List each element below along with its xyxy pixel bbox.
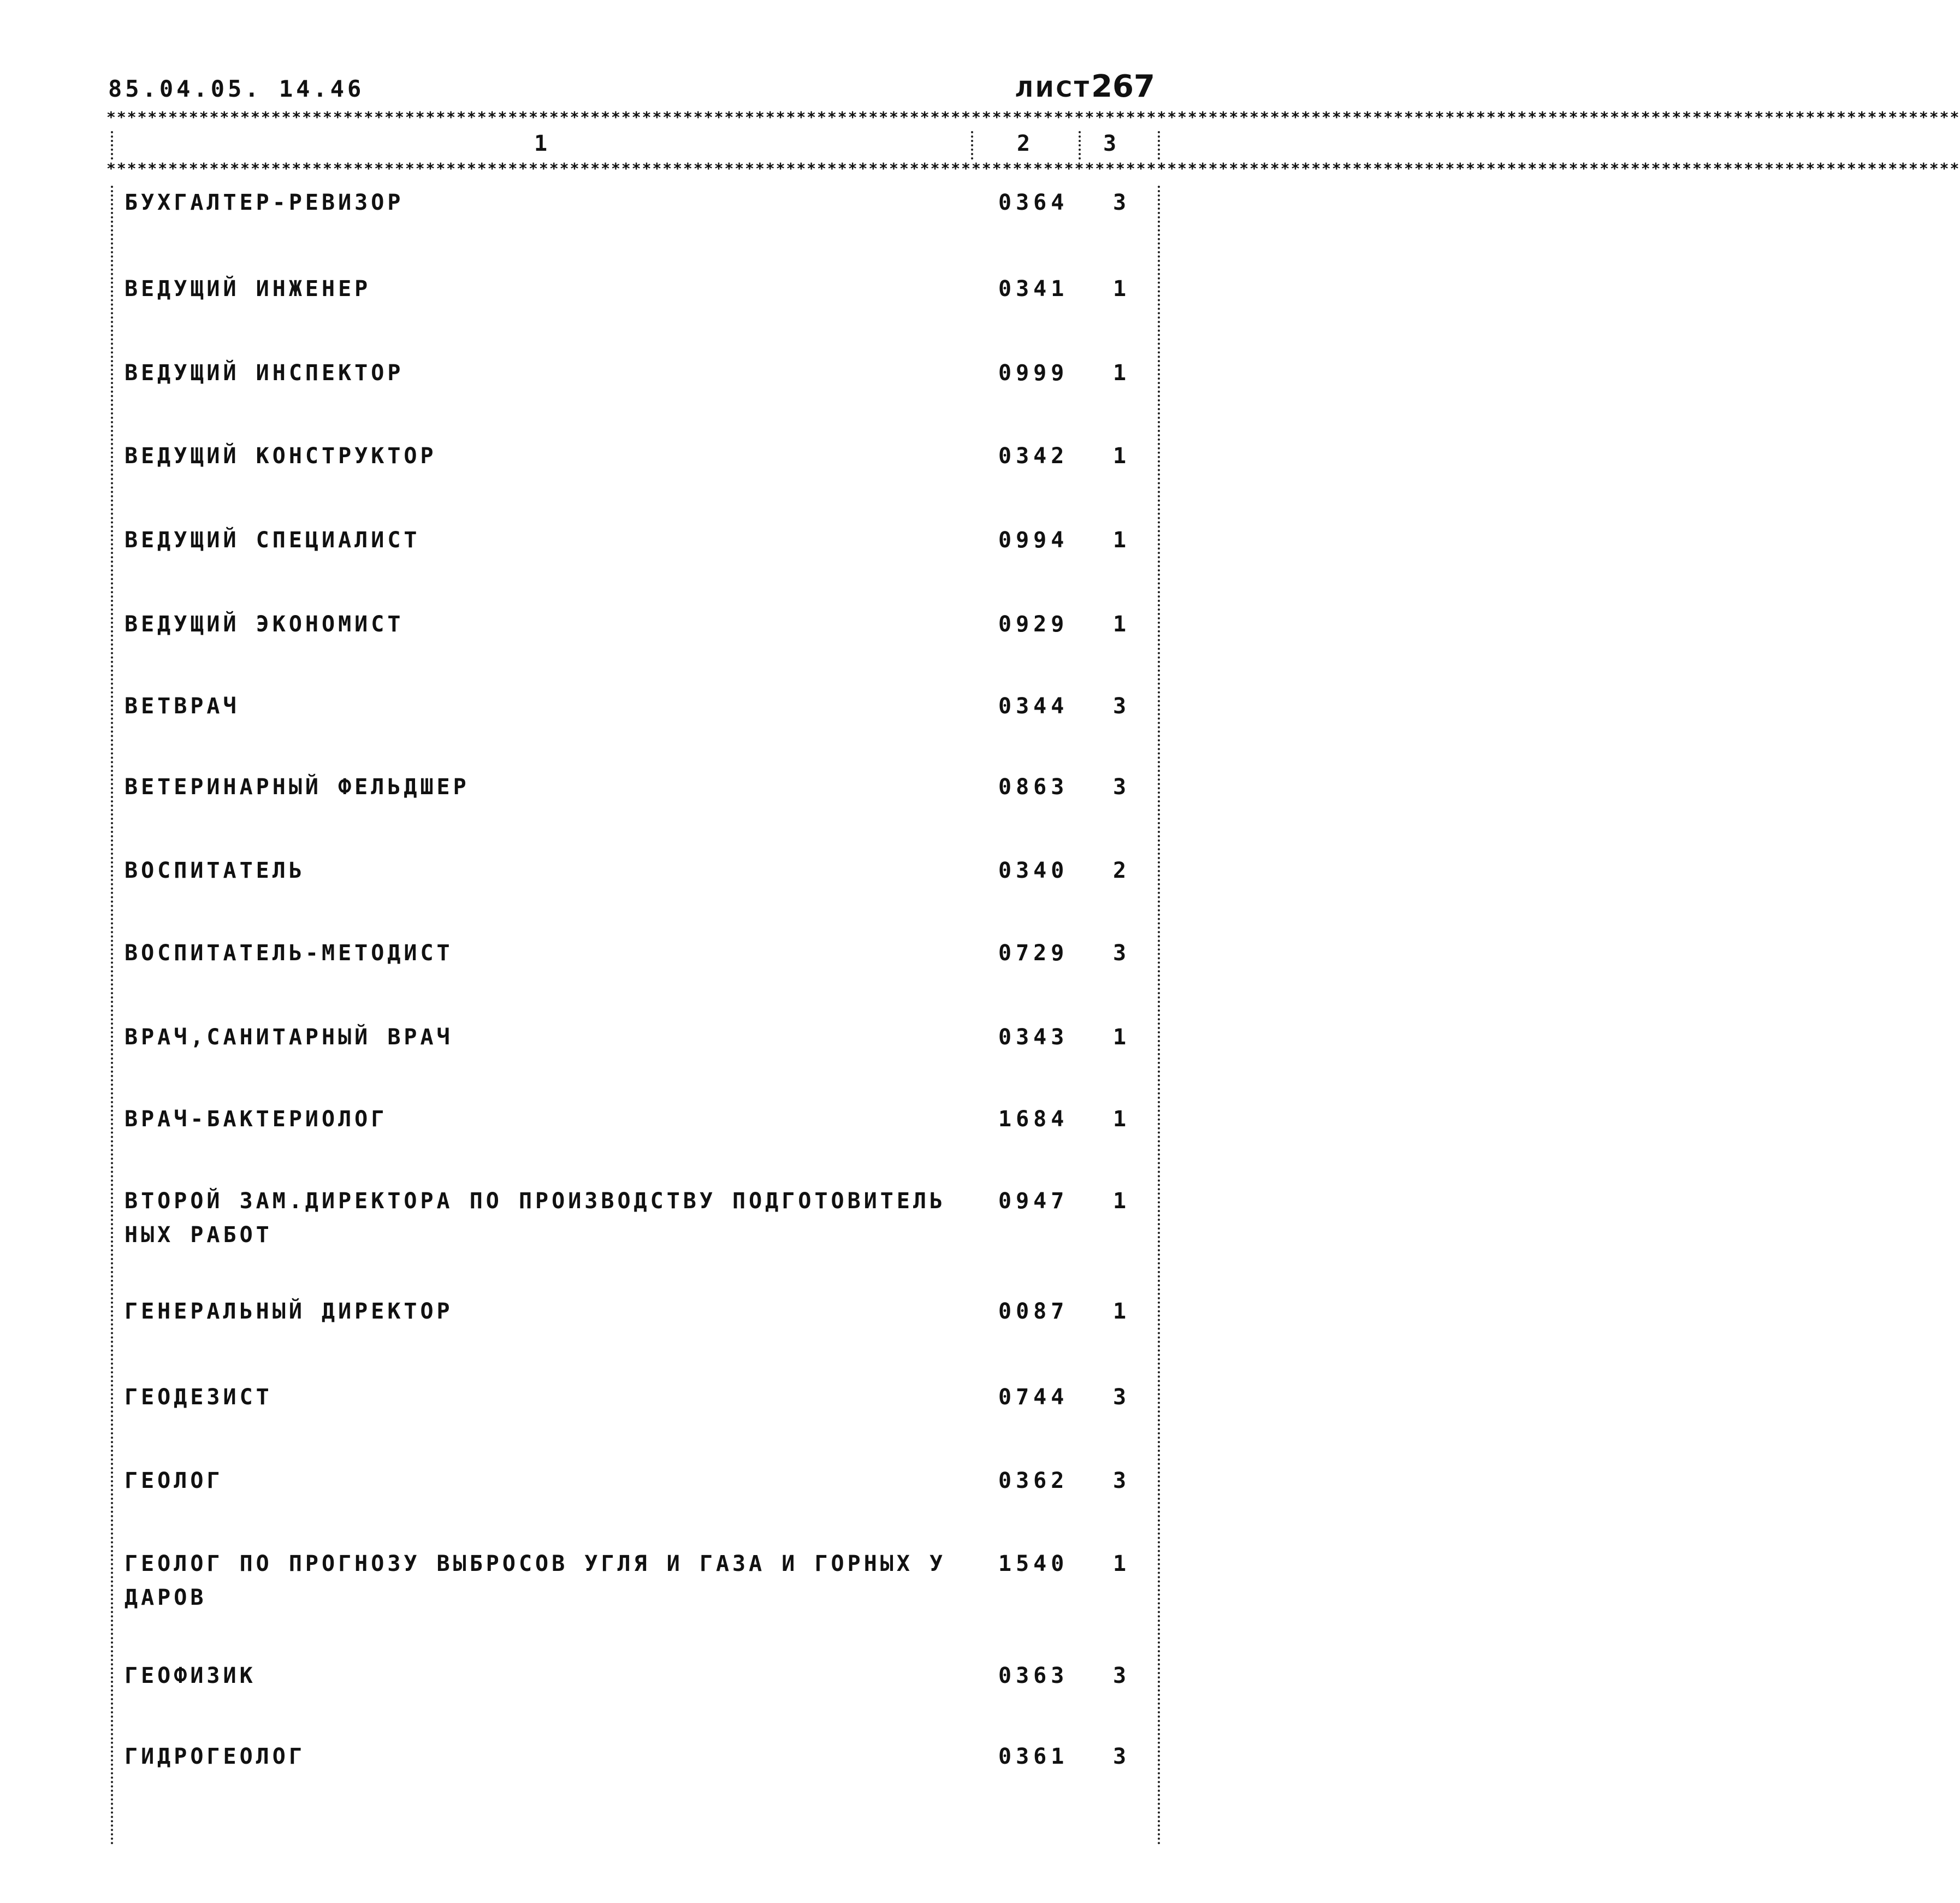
occupation-name: ГЕОЛОГ ПО ПРОГНОЗУ ВЫБРОСОВ УГЛЯ И ГАЗА И ГОРНЫХ У ДАРОВ — [125, 1551, 946, 1610]
sheet-label-group — [1015, 69, 1155, 104]
occupation-category: 1 — [1113, 1025, 1127, 1050]
sheet-label: ЛИСТ — [1015, 77, 1092, 102]
occupation-code: 0363 — [998, 1663, 1069, 1688]
occupation-name: БУХГАЛТЕР-РЕВИЗОР — [125, 190, 404, 215]
occupation-category: 3 — [1113, 190, 1127, 215]
occupation-category: 3 — [1113, 1468, 1127, 1493]
occupation-name: ВЕДУЩИЙ ИНЖЕНЕР — [125, 276, 371, 302]
occupation-code: 0994 — [998, 528, 1069, 553]
occupation-category: 1 — [1113, 1107, 1127, 1132]
occupation-category: 3 — [1113, 694, 1127, 719]
occupation-name: ВЕДУЩИЙ КОНСТРУКТОР — [125, 444, 437, 469]
occupation-category: 1 — [1113, 528, 1127, 553]
asterisk-divider-header: ************************************************************************************************************************************************************************************ — [106, 159, 1960, 178]
occupation-category: 3 — [1113, 1663, 1127, 1688]
column-header-3: 3 — [1103, 131, 1117, 156]
occupation-category: 1 — [1113, 360, 1127, 386]
occupation-name: ГЕОДЕЗИСТ — [125, 1385, 273, 1410]
occupation-category: 1 — [1113, 444, 1127, 469]
occupation-name: ВТОРОЙ ЗАМ.ДИРЕКТОРА ПО ПРОИЗВОДСТВУ ПОДГОТОВИТЕЛЬ НЫХ РАБОТ — [125, 1189, 946, 1248]
occupation-category: 3 — [1113, 1744, 1127, 1769]
occupation-name: ГЕОЛОГ — [125, 1468, 223, 1493]
table-border-right — [1158, 186, 1160, 1846]
occupation-code: 0344 — [998, 694, 1069, 719]
occupation-name: ВЕДУЩИЙ СПЕЦИАЛИСТ — [125, 528, 421, 553]
table-border-left — [111, 186, 113, 1846]
occupation-name: ВОСПИТАТЕЛЬ-МЕТОДИСТ — [125, 941, 453, 966]
print-timestamp: 85.04.05. 14.46 — [108, 75, 365, 102]
occupation-category: 3 — [1113, 775, 1127, 800]
header-separator-2 — [1079, 131, 1081, 159]
occupation-name: ВОСПИТАТЕЛЬ — [125, 858, 305, 883]
occupation-name: ГИДРОГЕОЛОГ — [125, 1744, 305, 1769]
occupation-category: 1 — [1113, 1551, 1127, 1576]
occupation-name: ГЕОФИЗИК — [125, 1663, 256, 1688]
header-border-left — [111, 131, 113, 159]
occupation-code: 0729 — [998, 941, 1069, 966]
occupation-category: 1 — [1113, 612, 1127, 637]
occupation-code: 0361 — [998, 1744, 1069, 1769]
occupation-code: 0362 — [998, 1468, 1069, 1493]
occupation-code: 0087 — [998, 1299, 1069, 1324]
occupation-category: 1 — [1113, 276, 1127, 302]
asterisk-divider-top: ************************************************************************************************************************************************************************************ — [106, 108, 1960, 126]
occupation-code: 0744 — [998, 1385, 1069, 1410]
occupation-code: 1684 — [998, 1107, 1069, 1132]
occupation-code: 0364 — [998, 190, 1069, 215]
occupation-category: 3 — [1113, 1385, 1127, 1410]
column-header-2: 2 — [1017, 131, 1031, 156]
occupation-code: 1540 — [998, 1551, 1069, 1576]
occupation-name: ВРАЧ-БАКТЕРИОЛОГ — [125, 1107, 388, 1132]
occupation-code: 0999 — [998, 360, 1069, 386]
occupation-code: 0343 — [998, 1025, 1069, 1050]
occupation-category: 1 — [1113, 1189, 1127, 1214]
occupation-category: 2 — [1113, 858, 1127, 883]
occupation-name: ВЕДУЩИЙ ЭКОНОМИСТ — [125, 612, 404, 637]
occupation-name: ВРАЧ,САНИТАРНЫЙ ВРАЧ — [125, 1025, 453, 1050]
sheet-number: 267 — [1091, 69, 1155, 104]
occupation-code: 0929 — [998, 612, 1069, 637]
occupation-category: 1 — [1113, 1299, 1127, 1324]
occupation-code: 0340 — [998, 858, 1069, 883]
header-border-right — [1158, 131, 1160, 159]
occupation-name: ВЕДУЩИЙ ИНСПЕКТОР — [125, 360, 404, 386]
occupation-name: ГЕНЕРАЛЬНЫЙ ДИРЕКТОР — [125, 1299, 453, 1324]
occupation-name: ВЕТВРАЧ — [125, 694, 240, 719]
occupation-code: 0342 — [998, 444, 1069, 469]
occupation-category: 3 — [1113, 941, 1127, 966]
column-header-1: 1 — [534, 131, 548, 156]
occupation-code: 0341 — [998, 276, 1069, 302]
occupation-code: 0947 — [998, 1189, 1069, 1214]
occupation-code: 0863 — [998, 775, 1069, 800]
occupation-name: ВЕТЕРИНАРНЫЙ ФЕЛЬДШЕР — [125, 775, 470, 800]
header-separator-1 — [971, 131, 973, 159]
